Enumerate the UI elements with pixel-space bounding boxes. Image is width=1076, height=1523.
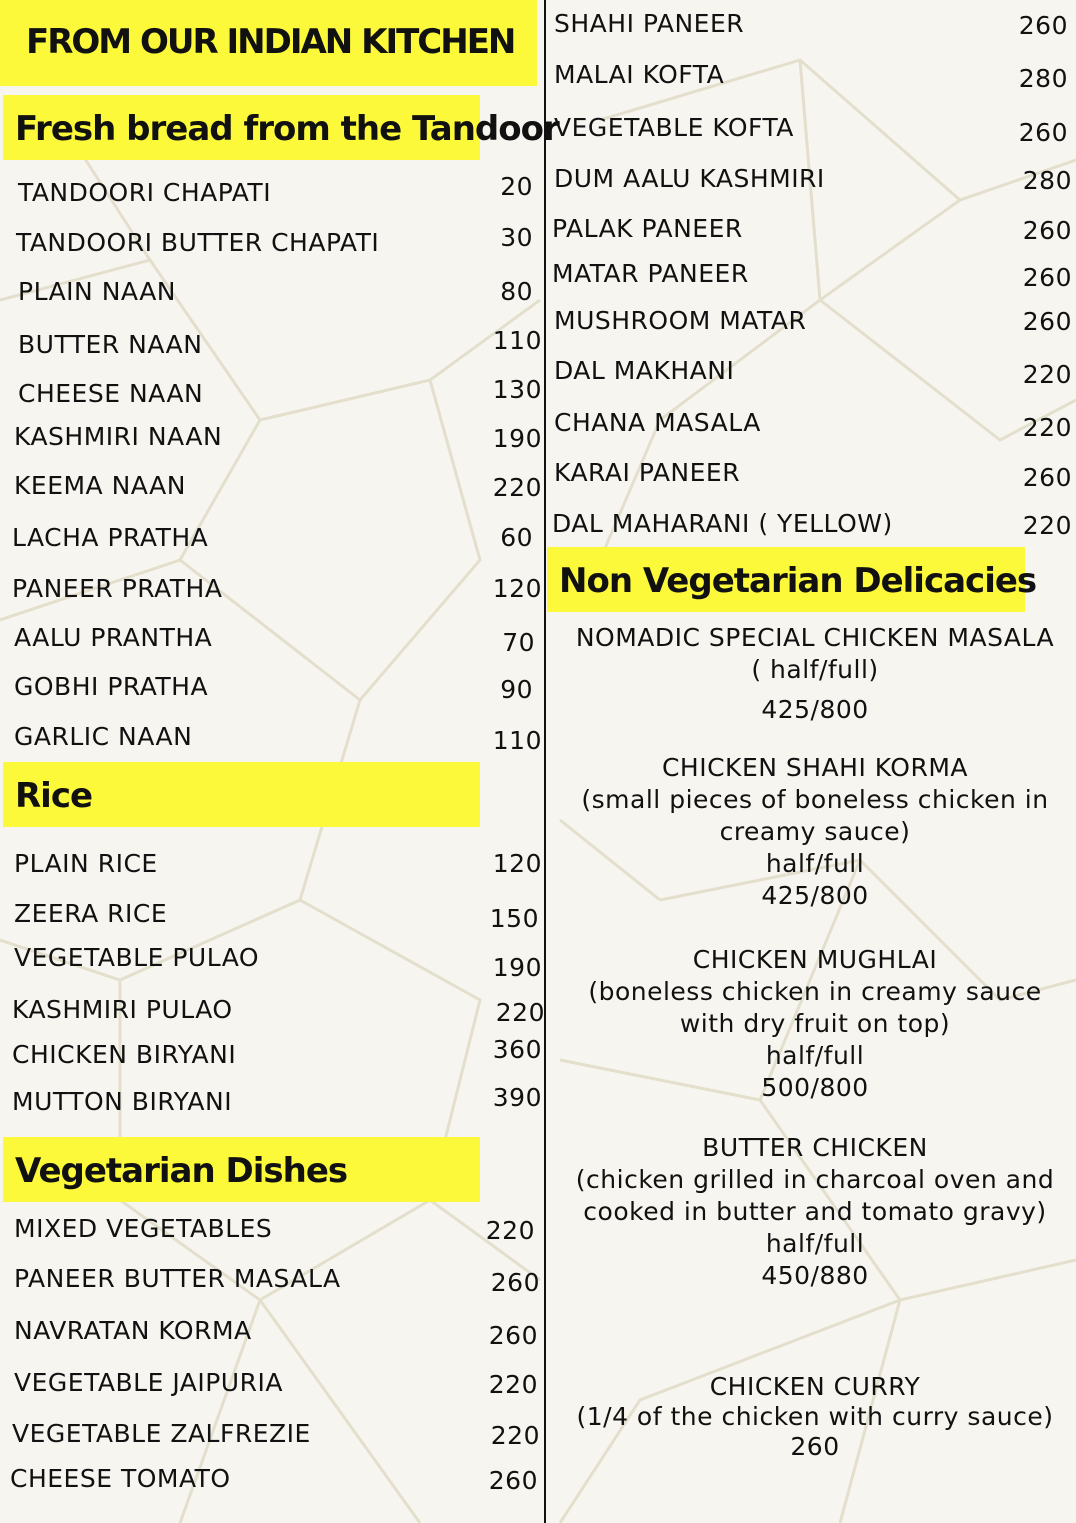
nonveg-item-description: (chicken grilled in charcoal oven and <box>575 1165 1055 1194</box>
section-title-nonveg: Non Vegetarian Delicacies <box>559 561 1037 601</box>
nonveg-item <box>560 622 1070 726</box>
menu-item-name: TANDOORI CHAPATI <box>18 178 272 207</box>
menu-item-price: 220 <box>1022 511 1072 540</box>
nonveg-item-description: (1/4 of the chicken with curry sauce) <box>576 1402 1054 1431</box>
menu-item-price: 120 <box>492 849 542 878</box>
menu-item-price: 260 <box>1022 263 1072 292</box>
nonveg-item-name: CHICKEN MUGHLAI <box>692 945 938 974</box>
menu-item-price: 220 <box>485 1216 535 1245</box>
menu-item-name: TANDOORI BUTTER CHAPATI <box>16 228 380 257</box>
menu-item-price: 280 <box>1022 166 1072 195</box>
nonveg-item-price: 500/800 <box>761 1073 869 1102</box>
menu-item-name: AALU PRANTHA <box>14 623 213 652</box>
menu-item-price: 90 <box>500 675 533 704</box>
menu-item-price: 220 <box>495 998 545 1027</box>
menu-item-name: MALAI KOFTA <box>554 60 725 89</box>
menu-item-name: GOBHI PRATHA <box>14 672 209 701</box>
menu-item-name: CHANA MASALA <box>554 408 761 437</box>
menu-item-price: 150 <box>489 904 539 933</box>
nonveg-item <box>560 1371 1070 1463</box>
menu-item-name: VEGETABLE JAIPURIA <box>14 1368 283 1397</box>
menu-item-name: CHEESE NAAN <box>18 379 204 408</box>
menu-item-name: VEGETABLE ZALFREZIE <box>12 1419 311 1448</box>
nonveg-item-portion: ( half/full) <box>751 655 879 684</box>
menu-item-name: PANEER BUTTER MASALA <box>14 1264 341 1293</box>
nonveg-item-description: with dry fruit on top) <box>679 1009 951 1038</box>
menu-item-price: 220 <box>490 1421 540 1450</box>
menu-item-price: 220 <box>488 1370 538 1399</box>
menu-item-name: CHICKEN BIRYANI <box>12 1040 237 1069</box>
menu-item-price: 190 <box>492 953 542 982</box>
menu-item-name: PLAIN NAAN <box>18 277 177 306</box>
nonveg-item <box>560 752 1070 912</box>
menu-item-price: 190 <box>492 424 542 453</box>
nonveg-item-name: CHICKEN SHAHI KORMA <box>661 753 969 782</box>
menu-item-name: BUTTER NAAN <box>18 330 203 359</box>
nonveg-item <box>560 1132 1070 1292</box>
nonveg-item-name: CHICKEN CURRY <box>709 1372 921 1401</box>
menu-item-name: MIXED VEGETABLES <box>14 1214 273 1243</box>
nonveg-item-portion: half/full <box>765 849 865 878</box>
nonveg-item-price: 260 <box>790 1432 840 1461</box>
nonveg-item-portion: half/full <box>765 1229 865 1258</box>
menu-item-name: SHAHI PANEER <box>554 9 745 38</box>
menu-item-price: 60 <box>500 523 533 552</box>
menu-item-price: 130 <box>492 375 542 404</box>
section-title-veg: Vegetarian Dishes <box>15 1151 348 1191</box>
menu-item-price: 360 <box>492 1035 542 1064</box>
menu-item-price: 260 <box>490 1268 540 1297</box>
nonveg-item-description: (small pieces of boneless chicken in <box>581 785 1049 814</box>
nonveg-item-description: (boneless chicken in creamy sauce <box>588 977 1042 1006</box>
section-header-bread <box>3 95 559 160</box>
menu-item-name: KASHMIRI NAAN <box>14 422 223 451</box>
menu-item-name: KARAI PANEER <box>554 458 741 487</box>
nonveg-item-name: BUTTER CHICKEN <box>702 1133 928 1162</box>
menu-item-name: DAL MAKHANI <box>554 356 735 385</box>
menu-item-price: 260 <box>1022 307 1072 336</box>
menu-item-name: PLAIN RICE <box>14 849 158 878</box>
menu-item-price: 220 <box>1022 413 1072 442</box>
menu-item-name: DUM AALU KASHMIRI <box>554 164 825 193</box>
nonveg-item-portion: half/full <box>765 1041 865 1070</box>
menu-item-price: 220 <box>1022 360 1072 389</box>
nonveg-item-description: creamy sauce) <box>719 817 911 846</box>
menu-item-name: NAVRATAN KORMA <box>14 1316 252 1345</box>
nonveg-item-price: 450/880 <box>761 1261 869 1290</box>
menu-item-name: LACHA PRATHA <box>12 523 209 552</box>
menu-item-price: 260 <box>488 1466 538 1495</box>
header-banner <box>0 0 537 86</box>
page-title: FROM OUR INDIAN KITCHEN <box>26 22 515 62</box>
menu-item-name: VEGETABLE KOFTA <box>554 113 794 142</box>
menu-item-price: 260 <box>1022 463 1072 492</box>
nonveg-item-description: cooked in butter and tomato gravy) <box>583 1197 1047 1226</box>
menu-item-price: 70 <box>502 628 535 657</box>
menu-item-name: ZEERA RICE <box>14 899 168 928</box>
section-header-rice <box>3 762 480 827</box>
menu-item-price: 20 <box>500 172 533 201</box>
menu-item-price: 390 <box>492 1083 542 1112</box>
menu-item-name: MATAR PANEER <box>552 259 749 288</box>
nonveg-item <box>560 944 1070 1104</box>
menu-item-price: 220 <box>492 473 542 502</box>
menu-item-price: 120 <box>492 574 542 603</box>
menu-item-name: CHEESE TOMATO <box>10 1464 231 1493</box>
menu-item-name: PALAK PANEER <box>552 214 743 243</box>
section-header-veg <box>3 1137 480 1202</box>
section-title-rice: Rice <box>15 776 93 816</box>
menu-item-name: MUTTON BIRYANI <box>12 1087 233 1116</box>
column-divider <box>544 0 546 1523</box>
menu-item-price: 260 <box>1018 118 1068 147</box>
section-header-nonveg <box>547 547 1037 612</box>
menu-item-name: DAL MAHARANI ( YELLOW) <box>552 509 893 538</box>
menu-item-price: 260 <box>1018 11 1068 40</box>
menu-item-price: 280 <box>1018 64 1068 93</box>
nonveg-item-price: 425/800 <box>761 881 869 910</box>
nonveg-item-price: 425/800 <box>761 695 869 724</box>
section-title-bread: Fresh bread from the Tandoor <box>15 109 559 149</box>
menu-item-name: PANEER PRATHA <box>12 574 223 603</box>
menu-item-price: 110 <box>492 326 542 355</box>
menu-item-name: GARLIC NAAN <box>14 722 193 751</box>
menu-item-name: VEGETABLE PULAO <box>14 943 260 972</box>
menu-item-price: 260 <box>488 1321 538 1350</box>
menu-item-price: 30 <box>500 223 533 252</box>
menu-item-price: 110 <box>492 726 542 755</box>
nonveg-item-name: NOMADIC SPECIAL CHICKEN MASALA <box>575 623 1055 652</box>
menu-item-price: 260 <box>1022 216 1072 245</box>
menu-item-price: 80 <box>500 277 533 306</box>
menu-item-name: KEEMA NAAN <box>14 471 186 500</box>
menu-item-name: KASHMIRI PULAO <box>12 995 233 1024</box>
menu-item-name: MUSHROOM MATAR <box>554 306 807 335</box>
